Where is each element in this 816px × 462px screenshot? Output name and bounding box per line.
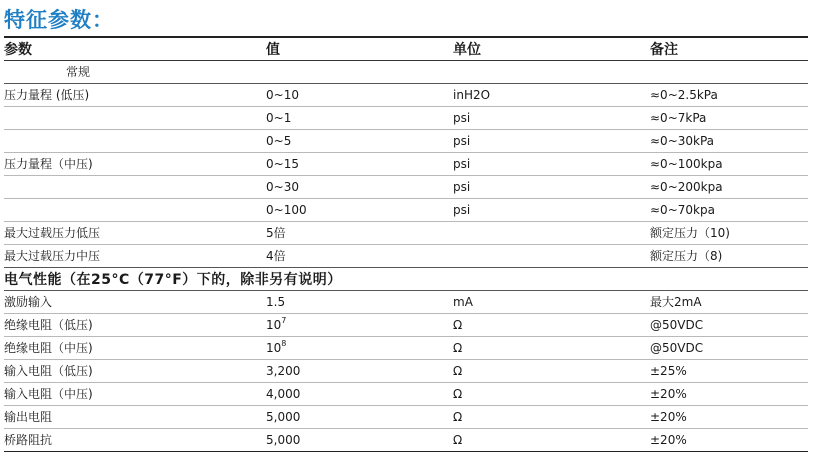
note-cell: ±20% bbox=[650, 382, 808, 405]
table-row bbox=[4, 129, 808, 152]
unit-cell: inH2O bbox=[453, 83, 650, 106]
param-cell bbox=[4, 175, 266, 198]
header-row bbox=[4, 37, 808, 60]
table-row bbox=[4, 83, 808, 106]
unit-cell: psi bbox=[453, 152, 650, 175]
value-cell: 5倍 bbox=[266, 221, 453, 244]
table-row bbox=[4, 359, 808, 382]
page-title: 特征参数： bbox=[4, 8, 114, 32]
general-section-label: 常规 bbox=[4, 60, 266, 83]
value-cell: 4,000 bbox=[266, 382, 453, 405]
table-row bbox=[4, 152, 808, 175]
general-section-row bbox=[4, 60, 808, 83]
note-cell: ≈0~30kPa bbox=[650, 129, 808, 152]
spec-table bbox=[4, 36, 808, 452]
table-body bbox=[4, 60, 808, 451]
unit-cell: Ω bbox=[453, 313, 650, 336]
value-cell: 0~15 bbox=[266, 152, 453, 175]
param-cell: 输入电阻（中压) bbox=[4, 382, 266, 405]
note-cell: ≈0~7kPa bbox=[650, 106, 808, 129]
value-cell: 0~1 bbox=[266, 106, 453, 129]
param-cell bbox=[4, 198, 266, 221]
table-row bbox=[4, 106, 808, 129]
unit-cell: Ω bbox=[453, 405, 650, 428]
table-row bbox=[4, 244, 808, 267]
unit-cell: psi bbox=[453, 129, 650, 152]
value-cell: 5,000 bbox=[266, 405, 453, 428]
header-value: 值 bbox=[266, 41, 280, 58]
unit-cell: psi bbox=[453, 175, 650, 198]
unit-cell: psi bbox=[453, 106, 650, 129]
param-cell: 输入电阻（低压) bbox=[4, 359, 266, 382]
table-row bbox=[4, 336, 808, 359]
value-cell: 0~5 bbox=[266, 129, 453, 152]
param-cell bbox=[4, 129, 266, 152]
param-cell: 压力量程 (低压) bbox=[4, 83, 266, 106]
unit-cell: Ω bbox=[453, 428, 650, 451]
value-cell: 5,000 bbox=[266, 428, 453, 451]
note-cell: ≈0~200kpa bbox=[650, 175, 808, 198]
header-unit: 单位 bbox=[453, 41, 481, 58]
note-cell: ≈0~70kpa bbox=[650, 198, 808, 221]
value-cell: 0~10 bbox=[266, 83, 453, 106]
note-cell: 额定压力（10) bbox=[650, 221, 808, 244]
value-cell: 1.5 bbox=[266, 290, 453, 313]
param-cell: 绝缘电阻（中压) bbox=[4, 336, 266, 359]
note-cell: ±25% bbox=[650, 359, 808, 382]
note-cell: ±20% bbox=[650, 428, 808, 451]
value-cell bbox=[266, 336, 453, 359]
table-header bbox=[4, 37, 808, 60]
note-cell: 额定压力（8) bbox=[650, 244, 808, 267]
note-cell: @50VDC bbox=[650, 313, 808, 336]
param-cell: 最大过载压力低压 bbox=[4, 221, 266, 244]
param-cell: 绝缘电阻（低压) bbox=[4, 313, 266, 336]
note-cell: 最大2mA bbox=[650, 290, 808, 313]
table-row bbox=[4, 405, 808, 428]
unit-cell: Ω bbox=[453, 382, 650, 405]
note-cell: @50VDC bbox=[650, 336, 808, 359]
table-row bbox=[4, 382, 808, 405]
value-cell: 0~100 bbox=[266, 198, 453, 221]
note-cell: ≈0~100kpa bbox=[650, 152, 808, 175]
unit-cell: Ω bbox=[453, 359, 650, 382]
table-row bbox=[4, 198, 808, 221]
param-cell: 最大过载压力中压 bbox=[4, 244, 266, 267]
unit-cell bbox=[453, 221, 650, 244]
note-cell: ±20% bbox=[650, 405, 808, 428]
unit-cell bbox=[453, 244, 650, 267]
electrical-section-label: 电气性能（在25°C（77°F）下的，除非另有说明） bbox=[4, 267, 808, 290]
param-cell: 输出电阻 bbox=[4, 405, 266, 428]
table-row bbox=[4, 221, 808, 244]
param-cell: 桥路阻抗 bbox=[4, 428, 266, 451]
value-exponent: 8 bbox=[281, 338, 287, 348]
value-exponent: 7 bbox=[281, 315, 287, 325]
unit-cell: Ω bbox=[453, 336, 650, 359]
electrical-section-row bbox=[4, 267, 808, 290]
value-base: 10 bbox=[266, 340, 282, 355]
param-cell: 压力量程（中压) bbox=[4, 152, 266, 175]
unit-cell: psi bbox=[453, 198, 650, 221]
value-cell: 4倍 bbox=[266, 244, 453, 267]
table-row bbox=[4, 313, 808, 336]
value-cell: 3,200 bbox=[266, 359, 453, 382]
note-cell: ≈0~2.5kPa bbox=[650, 83, 808, 106]
header-note: 备注 bbox=[650, 41, 678, 58]
table-row bbox=[4, 290, 808, 313]
unit-cell: mA bbox=[453, 290, 650, 313]
table-row bbox=[4, 428, 808, 451]
header-param: 参数 bbox=[4, 41, 32, 58]
table-row bbox=[4, 175, 808, 198]
value-cell: 0~30 bbox=[266, 175, 453, 198]
value-cell bbox=[266, 313, 453, 336]
value-base: 10 bbox=[266, 317, 282, 332]
param-cell: 激励输入 bbox=[4, 290, 266, 313]
param-cell bbox=[4, 106, 266, 129]
